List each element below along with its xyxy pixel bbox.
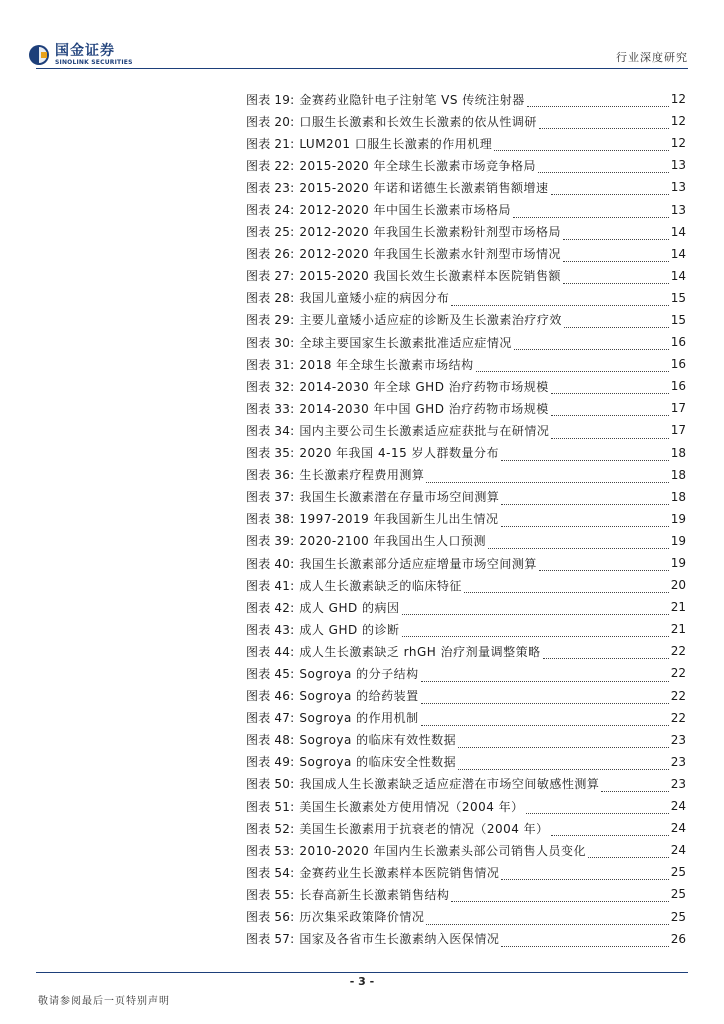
toc-entry-title: 1997-2019 年我国新生儿出生情况 — [299, 512, 499, 527]
toc-entry-title: 我国生长激素部分适应症增量市场空间测算 — [299, 556, 537, 571]
toc-entry[interactable] — [246, 596, 686, 618]
toc-entry-title: Sogroya 的分子结构 — [299, 666, 419, 681]
toc-entry[interactable] — [246, 729, 686, 751]
toc-entry-label: 图表 46: — [246, 689, 295, 704]
toc-dot-leader — [526, 803, 669, 814]
toc-entry-page: 19 — [670, 511, 686, 526]
toc-entry-label: 图表 54: — [246, 865, 295, 880]
toc-entry-title: 2012-2020 年我国生长激素粉针剂型市场格局 — [299, 225, 562, 240]
toc-entry-page: 26 — [670, 931, 686, 946]
toc-entry[interactable] — [246, 839, 686, 861]
toc-entry[interactable] — [246, 773, 686, 795]
toc-entry-page: 21 — [670, 622, 686, 637]
toc-entry[interactable] — [246, 110, 686, 132]
toc-dot-leader — [402, 626, 669, 637]
toc-entry-page: 14 — [670, 268, 686, 283]
toc-entry[interactable] — [246, 397, 686, 419]
toc-entry-label: 图表 21: — [246, 136, 295, 151]
toc-entry-label: 图表 43: — [246, 622, 295, 637]
toc-dot-leader — [476, 361, 669, 372]
toc-entry-label: 图表 56: — [246, 910, 295, 925]
toc-entry-label: 图表 40: — [246, 556, 295, 571]
toc-entry-label: 图表 45: — [246, 666, 295, 681]
toc-dot-leader — [426, 914, 668, 925]
toc-entry-page: 16 — [670, 335, 686, 350]
toc-entry-page: 22 — [670, 710, 686, 725]
toc-entry-page: 15 — [670, 312, 686, 327]
toc-entry-label: 图表 34: — [246, 423, 295, 438]
toc-entry-title: 口服生长激素和长效生长激素的依从性调研 — [299, 114, 537, 129]
toc-entry[interactable] — [246, 795, 686, 817]
toc-entry[interactable] — [246, 928, 686, 950]
toc-entry[interactable] — [246, 198, 686, 220]
toc-entry-title: 全球主要国家生长激素批准适应症情况 — [299, 335, 512, 350]
toc-entry-label: 图表 29: — [246, 313, 295, 328]
toc-entry-label: 图表 31: — [246, 357, 295, 372]
toc-entry-label: 图表 39: — [246, 534, 295, 549]
toc-entry[interactable] — [246, 353, 686, 375]
toc-dot-leader — [539, 118, 669, 129]
toc-dot-leader — [538, 162, 669, 173]
toc-entry[interactable] — [246, 905, 686, 927]
header-divider — [36, 68, 688, 69]
toc-dot-leader — [458, 737, 669, 748]
toc-dot-leader — [513, 207, 669, 218]
toc-entry[interactable] — [246, 154, 686, 176]
toc-dot-leader — [551, 428, 668, 439]
toc-entry-label: 图表 42: — [246, 600, 295, 615]
toc-entry-label: 图表 36: — [246, 468, 295, 483]
toc-entry-title: LUM201 口服生长激素的作用机理 — [299, 136, 493, 151]
toc-entry-title: 成人 GHD 的诊断 — [299, 622, 400, 637]
toc-entry-title: 2020 年我国 4-15 岁人群数量分布 — [299, 446, 500, 461]
toc-entry-label: 图表 49: — [246, 755, 295, 770]
toc-entry-title: 2012-2020 年中国生长激素市场格局 — [299, 203, 512, 218]
toc-dot-leader — [421, 693, 669, 704]
toc-entry[interactable] — [246, 530, 686, 552]
toc-entry-page: 23 — [670, 754, 686, 769]
toc-entry[interactable] — [246, 331, 686, 353]
toc-entry-page: 18 — [670, 467, 686, 482]
toc-entry-title: 2020-2100 年我国出生人口预测 — [299, 534, 487, 549]
toc-dot-leader — [551, 825, 669, 836]
toc-entry-title: 2018 年全球生长激素市场结构 — [299, 357, 474, 372]
toc-entry-page: 15 — [670, 290, 686, 305]
toc-entry-title: Sogroya 的作用机制 — [299, 711, 419, 726]
logo-chinese-name: 国金证券 — [55, 43, 115, 59]
toc-entry-label: 图表 37: — [246, 490, 295, 505]
toc-dot-leader — [402, 604, 669, 615]
figure-index-list — [246, 88, 686, 950]
toc-dot-leader — [588, 847, 669, 858]
toc-dot-leader — [451, 295, 668, 306]
toc-entry-label: 图表 23: — [246, 180, 295, 195]
toc-entry[interactable] — [246, 243, 686, 265]
toc-dot-leader — [601, 781, 668, 792]
toc-entry-page: 17 — [670, 401, 686, 416]
logo-english-name: SINOLINK SECURITIES — [55, 59, 133, 66]
toc-entry-page: 18 — [670, 445, 686, 460]
toc-entry-title: 美国生长激素用于抗衰老的情况（2004 年） — [299, 821, 549, 836]
toc-entry-label: 图表 24: — [246, 203, 295, 218]
toc-entry-label: 图表 55: — [246, 887, 295, 902]
toc-entry-title: Sogroya 的给药装置 — [299, 689, 419, 704]
toc-entry-page: 19 — [670, 556, 686, 571]
toc-entry-label: 图表 44: — [246, 644, 295, 659]
toc-entry[interactable] — [246, 751, 686, 773]
toc-entry[interactable] — [246, 640, 686, 662]
toc-dot-leader — [501, 869, 668, 880]
toc-entry[interactable] — [246, 817, 686, 839]
toc-entry-title: 我国儿童矮小症的病因分布 — [299, 291, 450, 306]
toc-entry[interactable] — [246, 309, 686, 331]
toc-entry-title: 2014-2030 年全球 GHD 治疗药物市场规模 — [299, 379, 549, 394]
toc-entry-page: 22 — [670, 644, 686, 659]
toc-entry-page: 21 — [670, 600, 686, 615]
toc-entry-page: 12 — [670, 136, 686, 151]
toc-entry-title: 长春高新生长激素销售结构 — [299, 887, 450, 902]
toc-entry-page: 24 — [670, 799, 686, 814]
toc-entry-label: 图表 22: — [246, 158, 295, 173]
disclaimer-note: 敬请参阅最后一页特别声明 — [38, 996, 170, 1007]
toc-dot-leader — [543, 648, 669, 659]
toc-entry-label: 图表 27: — [246, 269, 295, 284]
toc-entry[interactable] — [246, 618, 686, 640]
toc-entry-title: 2015-2020 年全球生长激素市场竞争格局 — [299, 158, 537, 173]
toc-entry[interactable] — [246, 552, 686, 574]
toc-dot-leader — [551, 184, 669, 195]
toc-entry-page: 25 — [670, 909, 686, 924]
toc-entry[interactable] — [246, 685, 686, 707]
toc-entry-title: 金赛药业生长激素样本医院销售情况 — [299, 865, 500, 880]
toc-entry-title: 金赛药业隐针电子注射笔 VS 传统注射器 — [299, 92, 525, 107]
toc-dot-leader — [421, 671, 669, 682]
toc-entry[interactable] — [246, 132, 686, 154]
toc-entry-title: 2010-2020 年国内生长激素头部公司销售人员变化 — [299, 843, 587, 858]
toc-entry-title: Sogroya 的临床有效性数据 — [299, 733, 457, 748]
toc-entry[interactable] — [246, 265, 686, 287]
toc-entry[interactable] — [246, 375, 686, 397]
toc-entry-title: 美国生长激素处方使用情况（2004 年） — [299, 799, 524, 814]
toc-entry-label: 图表 25: — [246, 225, 295, 240]
toc-entry-page: 13 — [670, 158, 686, 173]
toc-dot-leader — [527, 96, 669, 107]
toc-entry[interactable] — [246, 662, 686, 684]
toc-entry-label: 图表 28: — [246, 291, 295, 306]
toc-entry-page: 13 — [670, 202, 686, 217]
toc-entry-page: 23 — [670, 776, 686, 791]
toc-entry[interactable] — [246, 508, 686, 530]
toc-entry-title: Sogroya 的临床安全性数据 — [299, 755, 457, 770]
toc-entry-page: 14 — [670, 246, 686, 261]
toc-entry-label: 图表 47: — [246, 711, 295, 726]
toc-dot-leader — [451, 891, 668, 902]
toc-entry-label: 图表 48: — [246, 733, 295, 748]
toc-entry-page: 24 — [670, 843, 686, 858]
toc-entry[interactable] — [246, 442, 686, 464]
toc-entry-label: 图表 30: — [246, 335, 295, 350]
toc-dot-leader — [563, 273, 669, 284]
toc-entry-title: 我国生长激素潜在存量市场空间测算 — [299, 490, 500, 505]
toc-dot-leader — [563, 229, 669, 240]
toc-entry-page: 19 — [670, 533, 686, 548]
toc-entry-label: 图表 52: — [246, 821, 295, 836]
toc-entry[interactable] — [246, 176, 686, 198]
toc-dot-leader — [563, 251, 669, 262]
toc-entry-label: 图表 51: — [246, 799, 295, 814]
toc-entry[interactable] — [246, 88, 686, 110]
toc-dot-leader — [501, 936, 668, 947]
toc-dot-leader — [514, 339, 669, 350]
toc-dot-leader — [421, 715, 669, 726]
toc-dot-leader — [501, 516, 669, 527]
toc-entry-title: 成人生长激素缺乏 rhGH 治疗剂量调整策略 — [299, 644, 541, 659]
toc-dot-leader — [551, 383, 669, 394]
toc-entry[interactable] — [246, 707, 686, 729]
toc-entry-page: 13 — [670, 180, 686, 195]
toc-entry-label: 图表 32: — [246, 379, 295, 394]
toc-entry-page: 16 — [670, 357, 686, 372]
toc-entry[interactable] — [246, 221, 686, 243]
toc-entry-label: 图表 19: — [246, 92, 295, 107]
toc-dot-leader — [426, 472, 668, 483]
page-header — [0, 0, 724, 72]
toc-entry-title: 2015-2020 年诺和诺德生长激素销售额增速 — [299, 180, 549, 195]
toc-entry-label: 图表 53: — [246, 843, 295, 858]
toc-dot-leader — [464, 582, 669, 593]
toc-entry-page: 18 — [670, 489, 686, 504]
sinolink-logo-icon — [28, 43, 50, 67]
toc-entry-title: 国家及各省市生长激素纳入医保情况 — [299, 932, 500, 947]
toc-entry-label: 图表 33: — [246, 401, 295, 416]
footer-divider — [36, 972, 688, 973]
toc-entry[interactable] — [246, 574, 686, 596]
toc-entry[interactable] — [246, 861, 686, 883]
toc-dot-leader — [539, 560, 669, 571]
report-type-label: 行业深度研究 — [616, 51, 688, 64]
toc-entry[interactable] — [246, 464, 686, 486]
toc-entry-label: 图表 41: — [246, 578, 295, 593]
company-logo — [28, 40, 133, 70]
toc-entry-page: 25 — [670, 865, 686, 880]
toc-dot-leader — [494, 140, 668, 151]
toc-dot-leader — [501, 450, 669, 461]
toc-entry-title: 主要儿童矮小适应症的诊断及生长激素治疗疗效 — [299, 313, 562, 328]
toc-dot-leader — [501, 494, 668, 505]
toc-entry-page: 22 — [670, 666, 686, 681]
toc-entry-page: 24 — [670, 821, 686, 836]
toc-entry-page: 14 — [670, 224, 686, 239]
toc-entry[interactable] — [246, 287, 686, 309]
toc-entry-page: 17 — [670, 423, 686, 438]
toc-entry[interactable] — [246, 419, 686, 441]
toc-entry-page: 16 — [670, 379, 686, 394]
toc-entry-label: 图表 20: — [246, 114, 295, 129]
toc-dot-leader — [458, 759, 669, 770]
toc-entry-page: 23 — [670, 732, 686, 747]
toc-entry-title: 成人 GHD 的病因 — [299, 600, 400, 615]
toc-dot-leader — [564, 317, 669, 328]
toc-entry-page: 12 — [670, 92, 686, 107]
toc-entry-title: 2015-2020 我国长效生长激素样本医院销售额 — [299, 269, 562, 284]
toc-entry-title: 我国成人生长激素缺乏适应症潜在市场空间敏感性测算 — [299, 777, 600, 792]
toc-entry-page: 25 — [670, 887, 686, 902]
toc-entry-page: 22 — [670, 688, 686, 703]
toc-entry-label: 图表 35: — [246, 446, 295, 461]
toc-entry-title: 国内主要公司生长激素适应症获批与在研情况 — [299, 423, 550, 438]
toc-entry-label: 图表 50: — [246, 777, 295, 792]
toc-entry-title: 2012-2020 年我国生长激素水针剂型市场情况 — [299, 247, 562, 262]
toc-entry[interactable] — [246, 486, 686, 508]
toc-entry[interactable] — [246, 883, 686, 905]
toc-entry-label: 图表 57: — [246, 932, 295, 947]
toc-dot-leader — [551, 405, 669, 416]
toc-entry-label: 图表 26: — [246, 247, 295, 262]
toc-entry-page: 12 — [670, 114, 686, 129]
toc-entry-title: 历次集采政策降价情况 — [299, 910, 425, 925]
page-number: - 3 - — [349, 975, 375, 988]
toc-dot-leader — [488, 538, 669, 549]
toc-entry-title: 生长激素疗程费用测算 — [299, 468, 425, 483]
toc-entry-label: 图表 38: — [246, 512, 295, 527]
toc-entry-title: 成人生长激素缺乏的临床特征 — [299, 578, 462, 593]
toc-entry-page: 20 — [670, 578, 686, 593]
toc-entry-title: 2014-2030 年中国 GHD 治疗药物市场规模 — [299, 401, 549, 416]
